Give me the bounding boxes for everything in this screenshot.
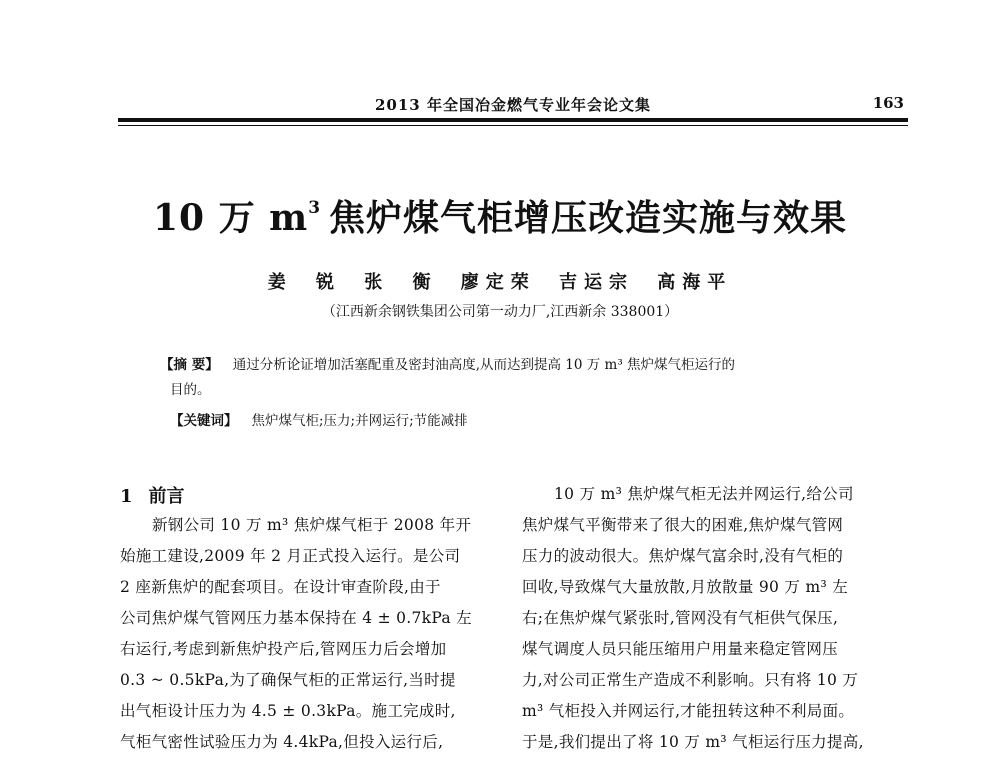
body-line: 出气柜设计压力为 4.5 ± 0.3kPa。施工完成时,	[120, 702, 456, 720]
body-column-left	[120, 510, 500, 758]
abstract-text-line-1: 通过分析论证增加活塞配重及密封油高度,从而达到提高 10 万 m³ 焦炉煤气柜运行的	[232, 357, 736, 373]
body-line: 始施工建设,2009 年 2 月正式投入运行。是公司	[120, 547, 461, 565]
body-line: 右;在焦炉煤气紧张时,管网没有气柜供气保压,	[522, 609, 839, 627]
abstract	[160, 353, 860, 398]
section-heading	[120, 482, 185, 508]
body-line: 于是,我们提出了将 10 万 m³ 气柜运行压力提高,	[522, 733, 864, 751]
paper-title	[0, 190, 1000, 241]
body-line: 煤气调度人员只能压缩用户用量来稳定管网压	[522, 640, 839, 658]
section-number: 1	[120, 486, 133, 507]
keywords-text: 焦炉煤气柜;压力;并网运行;节能减排	[251, 413, 468, 429]
section-title: 前言	[148, 486, 185, 507]
header-rule-thick	[118, 118, 908, 122]
page-number: 163	[872, 94, 904, 112]
body-line: 压力的波动很大。焦炉煤气富余时,没有气柜的	[522, 547, 844, 565]
body-line: 2 座新焦炉的配套项目。在设计审查阶段,由于	[120, 578, 441, 596]
keywords	[170, 409, 870, 429]
body-line: 10 万 m³ 焦炉煤气柜无法并网运行,给公司	[554, 485, 854, 503]
body-line: 力,对公司正常生产造成不利影响。只有将 10 万	[522, 671, 859, 689]
keywords-label: 【关键词】	[170, 413, 238, 429]
journal-title: 2013 年全国冶金燃气专业年会论文集	[375, 96, 651, 114]
title-superscript: 3	[308, 198, 322, 218]
body-line: 新钢公司 10 万 m³ 焦炉煤气柜于 2008 年开	[152, 516, 472, 534]
abstract-text-line-2: 目的。	[170, 382, 211, 398]
abstract-label: 【摘 要】	[160, 357, 219, 373]
affiliation: （江西新余钢铁集团公司第一动力厂,江西新余 338001）	[321, 304, 679, 320]
body-line: 回收,导致煤气大量放散,月放散量 90 万 m³ 左	[522, 578, 848, 596]
body-column-right	[522, 479, 902, 758]
running-header	[118, 92, 908, 116]
body-line: 公司焦炉煤气管网压力基本保持在 4 ± 0.7kPa 左	[120, 609, 472, 627]
body-line: m³ 气柜投入并网运行,才能扭转这种不利局面。	[522, 702, 855, 720]
body-line: 气柜气密性试验压力为 4.4kPa,但投入运行后,	[120, 733, 444, 751]
author-list: 姜 锐 张 衡 廖定荣 吉运宗 高海平	[267, 272, 733, 293]
body-line: 右运行,考虑到新焦炉投产后,管网压力后会增加	[120, 640, 447, 658]
header-rule-thin	[118, 125, 908, 126]
title-prefix: 10 万 m	[152, 197, 309, 239]
abstract-first-line	[160, 353, 860, 378]
body-line: 0.3 ~ 0.5kPa,为了确保气柜的正常运行,当时提	[120, 671, 456, 689]
body-line: 焦炉煤气平衡带来了很大的困难,焦炉煤气管网	[522, 516, 844, 534]
title-suffix: 焦炉煤气柜增压改造实施与效果	[329, 197, 848, 239]
